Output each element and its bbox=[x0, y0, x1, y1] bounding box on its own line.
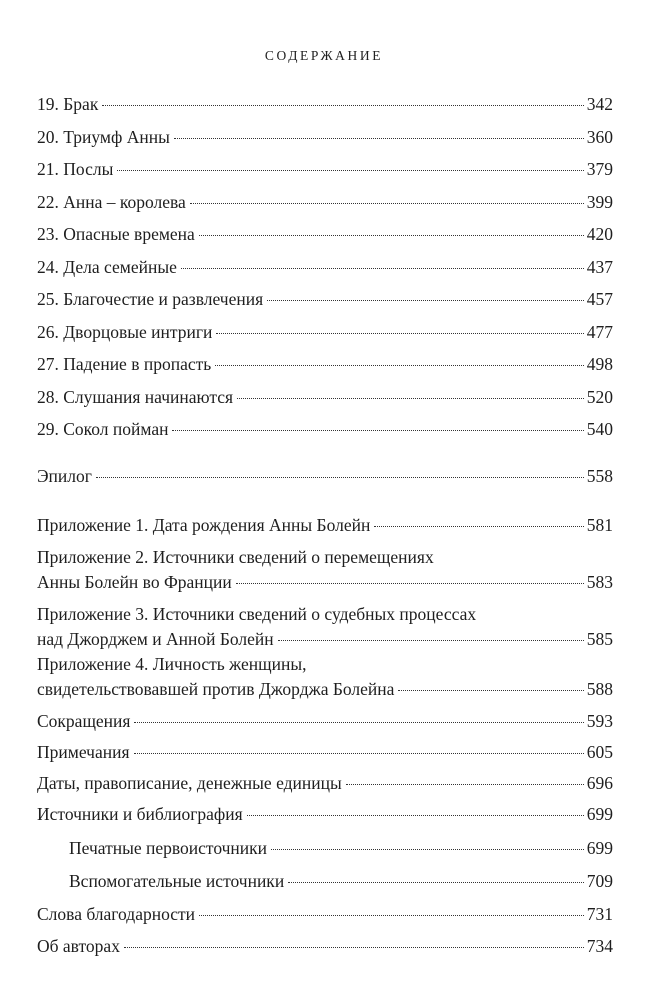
toc-entry-page: 731 bbox=[586, 904, 613, 924]
toc-entry-title: 21. Послы bbox=[37, 159, 114, 179]
toc-entry-page: 558 bbox=[586, 466, 613, 486]
toc-entry-title: Даты, правописание, денежные единицы bbox=[37, 773, 342, 793]
dot-leader bbox=[237, 398, 584, 399]
toc-entry-appendix-3[interactable] bbox=[37, 627, 613, 651]
dot-leader bbox=[174, 138, 584, 139]
toc-entry-page: 420 bbox=[586, 224, 613, 244]
toc-entry-primary-sources[interactable] bbox=[69, 836, 613, 860]
dot-leader bbox=[199, 915, 584, 916]
toc-entry-chapter-20[interactable] bbox=[37, 125, 613, 149]
toc-entry-title: Приложение 1. Дата рождения Анны Болейн bbox=[37, 515, 371, 535]
dot-leader bbox=[190, 203, 584, 204]
dot-leader bbox=[215, 365, 584, 366]
toc-entry-title: Печатные первоисточники bbox=[69, 838, 268, 858]
toc-entry-chapter-22[interactable] bbox=[37, 190, 613, 214]
toc-entry-chapter-27[interactable] bbox=[37, 352, 613, 376]
toc-entry-page: 709 bbox=[586, 871, 613, 891]
toc-entry-secondary-sources[interactable] bbox=[69, 869, 613, 893]
toc-entry-dates-spelling-currency[interactable] bbox=[37, 771, 613, 795]
toc-entry-title: Источники и библиография bbox=[37, 804, 243, 824]
toc-entry-appendix-1[interactable] bbox=[37, 513, 613, 537]
toc-entry-chapter-29[interactable] bbox=[37, 417, 613, 441]
toc-entry-epilogue[interactable] bbox=[37, 464, 613, 488]
toc-entry-page: 437 bbox=[586, 257, 613, 277]
toc-entry-page: 593 bbox=[586, 711, 613, 731]
toc-entry-page: 583 bbox=[586, 572, 613, 592]
dot-leader bbox=[134, 722, 583, 723]
toc-entry-page: 588 bbox=[586, 679, 613, 699]
dot-leader bbox=[117, 170, 583, 171]
toc-entry-appendix-4-line1[interactable]: Приложение 4. Личность женщины, bbox=[37, 654, 307, 674]
dot-leader bbox=[398, 690, 583, 691]
toc-entry-appendix-2[interactable] bbox=[37, 570, 613, 594]
toc-entry-chapter-24[interactable] bbox=[37, 255, 613, 279]
toc-entry-title: Об авторах bbox=[37, 936, 120, 956]
dot-leader bbox=[236, 583, 584, 584]
toc-entry-appendix-2-line1[interactable]: Приложение 2. Источники сведений о перемещениях bbox=[37, 547, 434, 567]
toc-entry-chapter-25[interactable] bbox=[37, 287, 613, 311]
toc-entry-title: 19. Брак bbox=[37, 94, 99, 114]
toc-entry-page: 696 bbox=[586, 773, 613, 793]
toc-entry-appendix-3-line1[interactable]: Приложение 3. Источники сведений о судебных процессах bbox=[37, 604, 477, 624]
toc-entry-page: 540 bbox=[586, 419, 613, 439]
toc-entry-title: Сокращения bbox=[37, 711, 131, 731]
toc-entry-page: 399 bbox=[586, 192, 613, 212]
dot-leader bbox=[288, 882, 584, 883]
toc-entry-title: 23. Опасные времена bbox=[37, 224, 195, 244]
toc-entry-about-authors[interactable] bbox=[37, 934, 613, 958]
toc-entry-page: 585 bbox=[586, 629, 613, 649]
dot-leader bbox=[267, 300, 584, 301]
toc-entry-page: 520 bbox=[586, 387, 613, 407]
toc-entry-page: 581 bbox=[586, 515, 613, 535]
toc-entry-page: 699 bbox=[586, 838, 613, 858]
toc-entry-title: Эпилог bbox=[37, 466, 92, 486]
toc-entry-title: 26. Дворцовые интриги bbox=[37, 322, 213, 342]
toc-entry-page: 360 bbox=[586, 127, 613, 147]
toc-entry-chapter-19[interactable] bbox=[37, 92, 613, 116]
dot-leader bbox=[181, 268, 584, 269]
toc-entry-title: 28. Слушания начинаются bbox=[37, 387, 234, 407]
dot-leader bbox=[172, 430, 583, 431]
toc-entry-chapter-23[interactable] bbox=[37, 222, 613, 246]
toc-entry-sources-bibliography[interactable] bbox=[37, 802, 613, 826]
dot-leader bbox=[271, 849, 584, 850]
toc-entry-notes[interactable] bbox=[37, 740, 613, 764]
toc-entry-title: 22. Анна – королева bbox=[37, 192, 186, 212]
toc-entry-acknowledgements[interactable] bbox=[37, 902, 613, 926]
dot-leader bbox=[374, 526, 583, 527]
toc-entry-chapter-26[interactable] bbox=[37, 320, 613, 344]
dot-leader bbox=[124, 947, 584, 948]
dot-leader bbox=[216, 333, 583, 334]
toc-entry-page: 342 bbox=[586, 94, 613, 114]
dot-leader bbox=[199, 235, 584, 236]
dot-leader bbox=[346, 784, 584, 785]
toc-entry-title: 29. Сокол пойман bbox=[37, 419, 169, 439]
toc-entry-appendix-4[interactable] bbox=[37, 677, 613, 701]
toc-entry-title: Примечания bbox=[37, 742, 130, 762]
toc-entry-page: 699 bbox=[586, 804, 613, 824]
toc-entry-page: 605 bbox=[586, 742, 613, 762]
dot-leader bbox=[96, 477, 584, 478]
toc-entry-title: свидетельствовавшей против Джорджа Болейна bbox=[37, 679, 395, 699]
toc-entry-title: Анны Болейн во Франции bbox=[37, 572, 232, 592]
toc-entry-abbreviations[interactable] bbox=[37, 709, 613, 733]
toc-entry-page: 477 bbox=[586, 322, 613, 342]
toc-entry-chapter-28[interactable] bbox=[37, 385, 613, 409]
toc-entry-title: 25. Благочестие и развлечения bbox=[37, 289, 264, 309]
toc-entry-chapter-21[interactable] bbox=[37, 157, 613, 181]
toc-entry-title: Вспомогательные источники bbox=[69, 871, 285, 891]
toc-entry-title: Слова благодарности bbox=[37, 904, 196, 924]
toc-entry-title: 20. Триумф Анны bbox=[37, 127, 170, 147]
toc-entry-page: 498 bbox=[586, 354, 613, 374]
page-title: СОДЕРЖАНИЕ bbox=[264, 48, 384, 63]
dot-leader bbox=[278, 640, 584, 641]
dot-leader bbox=[247, 815, 584, 816]
dot-leader bbox=[134, 753, 584, 754]
toc-entry-title: над Джорджем и Анной Болейн bbox=[37, 629, 274, 649]
toc-entry-title: 24. Дела семейные bbox=[37, 257, 177, 277]
dot-leader bbox=[102, 105, 583, 106]
toc-entry-page: 734 bbox=[586, 936, 613, 956]
toc-entry-page: 457 bbox=[586, 289, 613, 309]
toc-entry-page: 379 bbox=[586, 159, 613, 179]
toc-entry-title: 27. Падение в пропасть bbox=[37, 354, 212, 374]
